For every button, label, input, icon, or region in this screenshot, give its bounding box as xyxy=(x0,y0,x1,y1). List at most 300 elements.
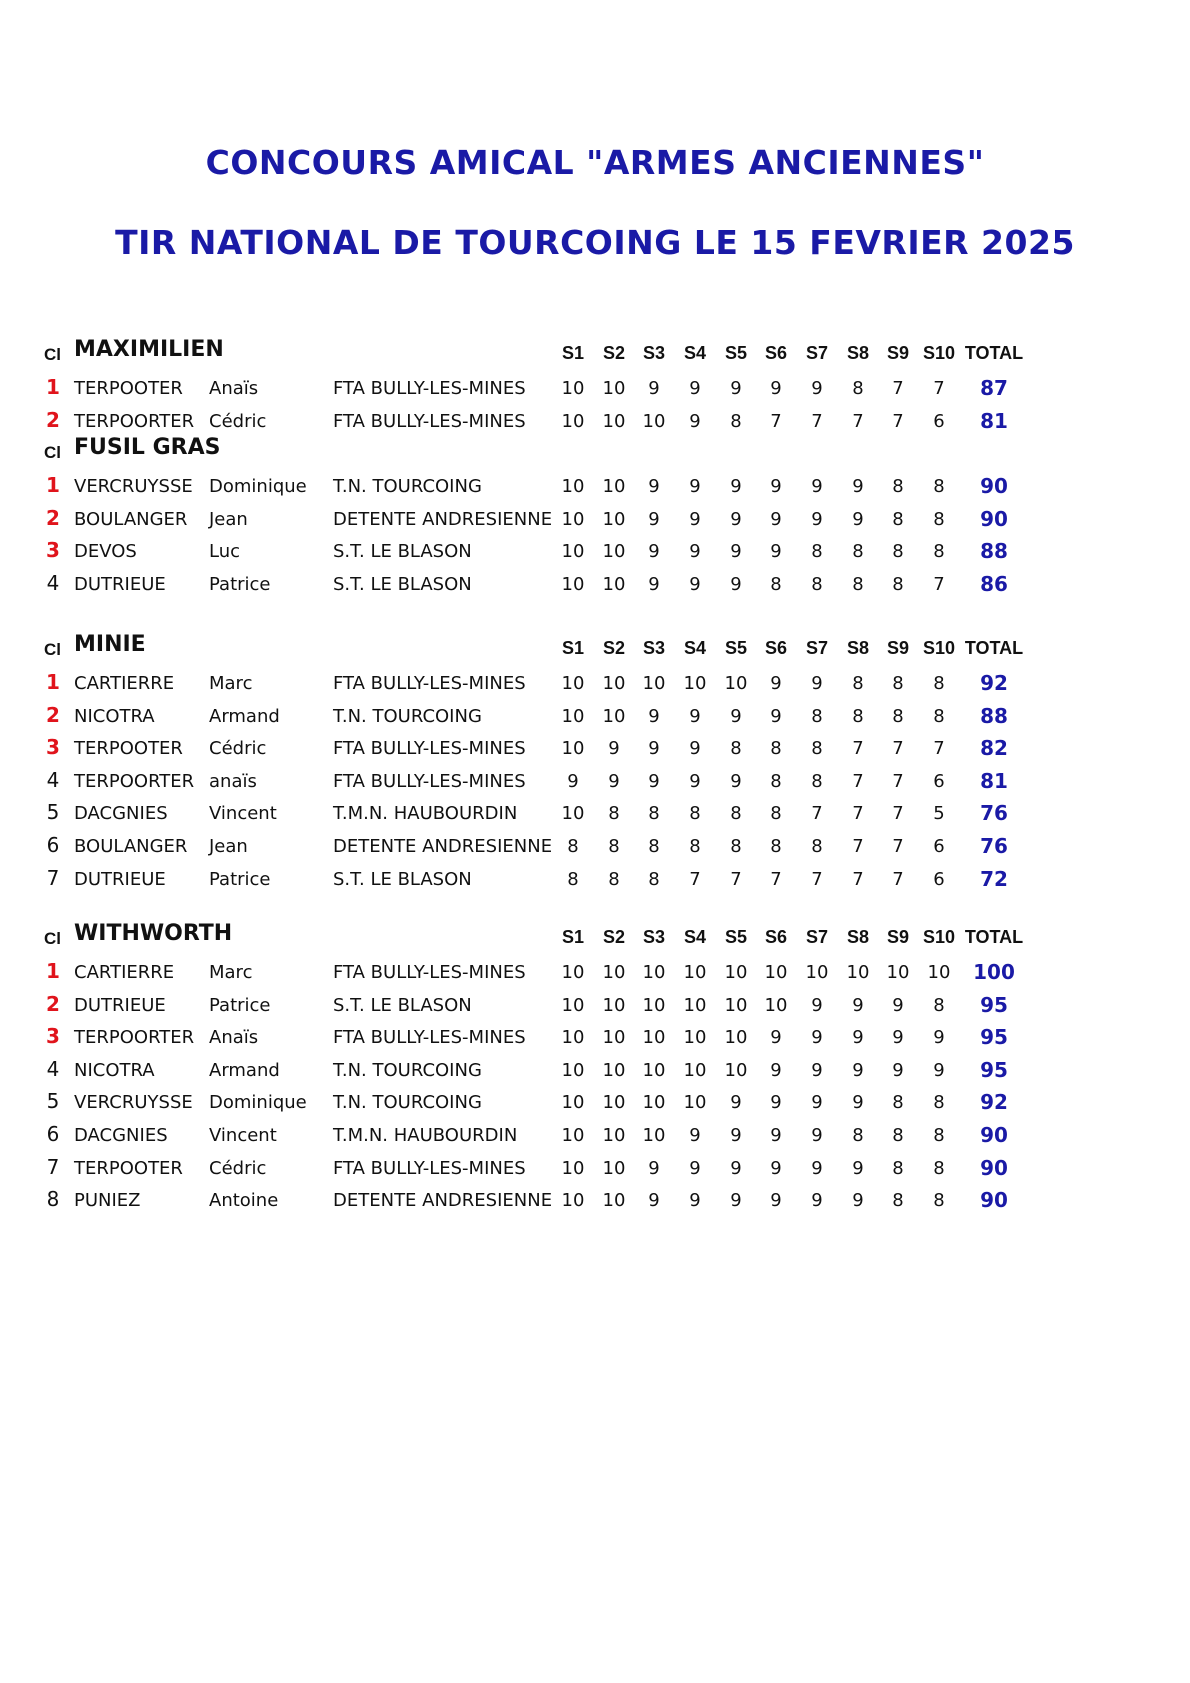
series-score: 9 xyxy=(608,738,620,760)
club-name: S.T. LE BLASON xyxy=(333,541,472,563)
rank: 2 xyxy=(46,991,60,1016)
first-name: Marc xyxy=(209,673,253,694)
series-score: 9 xyxy=(608,770,620,792)
column-header: S3 xyxy=(642,343,666,363)
series-score: 10 xyxy=(602,1190,626,1212)
total-score: 90 xyxy=(980,506,1008,531)
total-score: 76 xyxy=(980,833,1008,858)
series-score: 9 xyxy=(648,573,660,595)
series-score: 8 xyxy=(811,541,823,563)
club-name: T.N. TOURCOING xyxy=(333,705,482,727)
series-score: 9 xyxy=(689,508,701,530)
series-score: 10 xyxy=(805,962,829,983)
club-name: FTA BULLY-LES-MINES xyxy=(333,410,526,432)
total-score: 87 xyxy=(980,376,1008,400)
series-score: 8 xyxy=(892,673,904,694)
series-score: 9 xyxy=(811,673,823,694)
series-score: 9 xyxy=(811,1027,823,1049)
table-row xyxy=(44,373,1144,406)
series-score: 7 xyxy=(933,738,945,760)
series-score: 9 xyxy=(852,508,864,530)
series-score: 8 xyxy=(933,476,945,497)
series-score: 10 xyxy=(602,1157,626,1179)
rank: 8 xyxy=(46,1187,60,1212)
table-row xyxy=(44,1120,1144,1153)
series-score: 8 xyxy=(811,770,823,792)
rank: 2 xyxy=(46,505,60,530)
column-header: S4 xyxy=(683,927,707,947)
table-row xyxy=(44,668,1144,701)
series-score: 10 xyxy=(683,994,707,1016)
series-score: 8 xyxy=(852,673,864,694)
series-score: 9 xyxy=(770,541,782,563)
series-score: 10 xyxy=(561,962,585,983)
series-score: 10 xyxy=(561,1190,585,1212)
series-score: 9 xyxy=(770,476,782,497)
table-row xyxy=(44,1153,1144,1186)
series-score: 8 xyxy=(933,994,945,1016)
series-score: 10 xyxy=(642,1124,666,1146)
series-score: 10 xyxy=(724,962,748,983)
series-score: 9 xyxy=(730,1092,742,1114)
series-score: 10 xyxy=(683,1092,707,1114)
series-score: 10 xyxy=(642,994,666,1016)
series-score: 10 xyxy=(561,1124,585,1146)
series-score: 9 xyxy=(852,1027,864,1049)
total-score: 92 xyxy=(980,1090,1008,1115)
column-header: S2 xyxy=(602,638,626,658)
rank: 4 xyxy=(46,1056,60,1081)
series-score: 10 xyxy=(683,673,707,694)
series-score: 10 xyxy=(561,1059,585,1081)
series-score: 10 xyxy=(602,541,626,563)
club-name: DETENTE ANDRESIENNE xyxy=(333,1190,553,1212)
total-score: 90 xyxy=(980,1155,1008,1180)
first-name: Vincent xyxy=(209,803,277,825)
table-row xyxy=(44,471,1144,504)
document-subtitle: TIR NATIONAL DE TOURCOING LE 15 FEVRIER 2025 xyxy=(115,223,1075,262)
total-score: 95 xyxy=(980,992,1008,1017)
series-score: 9 xyxy=(933,1027,945,1049)
last-name: VERCRUYSSE xyxy=(74,1092,193,1114)
series-score: 9 xyxy=(730,508,742,530)
total-score: 82 xyxy=(980,736,1008,761)
column-header: S7 xyxy=(805,638,829,658)
series-score: 9 xyxy=(811,1157,823,1179)
series-score: 9 xyxy=(770,1027,782,1049)
first-name: Jean xyxy=(209,835,248,857)
series-score: 8 xyxy=(933,508,945,530)
series-score: 8 xyxy=(567,868,579,890)
series-score: 8 xyxy=(811,835,823,857)
rank: 6 xyxy=(46,832,60,857)
column-header: S6 xyxy=(764,927,788,947)
table-row xyxy=(44,1087,1144,1120)
series-score: 6 xyxy=(933,770,945,792)
rank: 1 xyxy=(46,473,60,497)
series-score: 8 xyxy=(770,738,782,760)
series-score: 8 xyxy=(811,705,823,727)
last-name: TERPOORTER xyxy=(74,410,195,432)
series-score: 10 xyxy=(561,738,585,760)
last-name: DEVOS xyxy=(74,541,137,563)
series-score: 10 xyxy=(683,1027,707,1049)
series-score: 7 xyxy=(933,573,945,595)
series-score: 7 xyxy=(892,835,904,857)
series-score: 10 xyxy=(561,673,585,694)
series-score: 7 xyxy=(892,803,904,825)
table-row xyxy=(44,701,1144,734)
series-score: 9 xyxy=(648,476,660,497)
first-name: Armand xyxy=(209,705,280,727)
series-score: 9 xyxy=(689,410,701,432)
series-score: 9 xyxy=(770,508,782,530)
series-score: 9 xyxy=(852,1157,864,1179)
last-name: DACGNIES xyxy=(74,803,168,825)
last-name: CARTIERRE xyxy=(74,962,175,983)
series-score: 10 xyxy=(561,994,585,1016)
column-header: S8 xyxy=(846,343,870,363)
rank: 3 xyxy=(46,538,60,563)
series-score: 10 xyxy=(602,1027,626,1049)
series-score: 9 xyxy=(730,378,742,399)
first-name: Dominique xyxy=(209,476,307,497)
series-score: 9 xyxy=(892,1027,904,1049)
category-header xyxy=(44,919,1144,957)
series-score: 9 xyxy=(689,770,701,792)
table-row xyxy=(44,1055,1144,1088)
series-score: 10 xyxy=(602,508,626,530)
series-score: 9 xyxy=(689,541,701,563)
category-section xyxy=(44,919,1144,1218)
rank: 6 xyxy=(46,1121,60,1146)
last-name: VERCRUYSSE xyxy=(74,476,193,497)
series-score: 9 xyxy=(852,476,864,497)
series-score: 8 xyxy=(770,770,782,792)
table-row xyxy=(44,798,1144,831)
series-score: 7 xyxy=(811,410,823,432)
club-name: FTA BULLY-LES-MINES xyxy=(333,378,526,399)
series-score: 8 xyxy=(933,1157,945,1179)
last-name: TERPOORTER xyxy=(74,770,195,792)
series-score: 9 xyxy=(852,1190,864,1212)
column-header: S2 xyxy=(602,343,626,363)
series-score: 10 xyxy=(602,1124,626,1146)
column-header: S1 xyxy=(561,343,585,363)
series-score: 10 xyxy=(602,1059,626,1081)
club-name: T.M.N. HAUBOURDIN xyxy=(333,803,518,825)
series-score: 10 xyxy=(561,541,585,563)
series-score: 8 xyxy=(608,868,620,890)
total-score: 90 xyxy=(980,1122,1008,1147)
first-name: Luc xyxy=(209,541,241,563)
series-score: 10 xyxy=(561,1027,585,1049)
rank: 2 xyxy=(46,407,60,432)
series-score: 10 xyxy=(561,803,585,825)
rank: 4 xyxy=(46,767,60,792)
series-score: 10 xyxy=(561,1157,585,1179)
first-name: anaïs xyxy=(209,770,257,792)
series-score: 8 xyxy=(933,1190,945,1212)
series-score: 9 xyxy=(689,1190,701,1212)
table-row xyxy=(44,766,1144,799)
column-header: S4 xyxy=(683,343,707,363)
club-name: FTA BULLY-LES-MINES xyxy=(333,1027,526,1049)
first-name: Cédric xyxy=(209,410,267,432)
category-section xyxy=(44,433,1144,601)
total-score: 100 xyxy=(973,960,1015,984)
first-name: Patrice xyxy=(209,573,271,595)
series-score: 10 xyxy=(886,962,910,983)
category-header xyxy=(44,433,1144,471)
series-score: 9 xyxy=(811,1092,823,1114)
series-score: 8 xyxy=(933,705,945,727)
column-header: S1 xyxy=(561,927,585,947)
column-header: S8 xyxy=(846,927,870,947)
series-score: 10 xyxy=(602,673,626,694)
series-score: 9 xyxy=(770,673,782,694)
series-score: 8 xyxy=(770,573,782,595)
table-row xyxy=(44,536,1144,569)
first-name: Vincent xyxy=(209,1124,277,1146)
series-score: 7 xyxy=(892,410,904,432)
rank: 2 xyxy=(46,702,60,727)
column-header: S3 xyxy=(642,638,666,658)
club-name: DETENTE ANDRESIENNE xyxy=(333,835,553,857)
series-score: 9 xyxy=(811,1190,823,1212)
series-score: 7 xyxy=(689,868,701,890)
series-score: 9 xyxy=(730,1124,742,1146)
column-header: S9 xyxy=(886,343,910,363)
series-score: 10 xyxy=(561,476,585,497)
series-score: 10 xyxy=(724,673,748,694)
column-header: S8 xyxy=(846,638,870,658)
series-score: 6 xyxy=(933,410,945,432)
series-score: 8 xyxy=(892,1157,904,1179)
category-header xyxy=(44,335,1144,373)
rank: 5 xyxy=(46,1089,60,1114)
club-name: S.T. LE BLASON xyxy=(333,573,472,595)
series-score: 9 xyxy=(852,994,864,1016)
series-score: 7 xyxy=(892,378,904,399)
series-score: 10 xyxy=(927,962,951,983)
series-score: 8 xyxy=(648,803,660,825)
series-score: 7 xyxy=(770,410,782,432)
class-label: Cl xyxy=(44,929,61,948)
series-score: 7 xyxy=(852,770,864,792)
column-header: S9 xyxy=(886,927,910,947)
series-score: 6 xyxy=(933,868,945,890)
first-name: Dominique xyxy=(209,1092,307,1114)
total-score: 81 xyxy=(980,768,1008,793)
club-name: S.T. LE BLASON xyxy=(333,868,472,890)
series-score: 6 xyxy=(933,835,945,857)
first-name: Anaïs xyxy=(209,378,259,399)
series-score: 10 xyxy=(561,378,585,399)
series-score: 9 xyxy=(648,1190,660,1212)
series-score: 9 xyxy=(648,508,660,530)
series-score: 9 xyxy=(689,1157,701,1179)
first-name: Cédric xyxy=(209,1157,267,1179)
series-score: 10 xyxy=(602,573,626,595)
last-name: TERPOOTER xyxy=(74,738,183,760)
series-score: 10 xyxy=(642,1059,666,1081)
club-name: FTA BULLY-LES-MINES xyxy=(333,770,526,792)
series-score: 9 xyxy=(770,1124,782,1146)
series-score: 8 xyxy=(770,835,782,857)
series-score: 8 xyxy=(689,803,701,825)
category-name: WITHWORTH xyxy=(74,921,233,946)
total-score: 90 xyxy=(980,474,1008,498)
series-score: 9 xyxy=(770,1059,782,1081)
column-header: S10 xyxy=(922,927,956,947)
table-row xyxy=(44,569,1144,602)
series-score: 10 xyxy=(764,962,788,983)
column-header: TOTAL xyxy=(964,343,1024,363)
last-name: CARTIERRE xyxy=(74,673,175,694)
series-score: 8 xyxy=(567,835,579,857)
last-name: NICOTRA xyxy=(74,1059,155,1081)
last-name: DUTRIEUE xyxy=(74,573,166,595)
rank: 1 xyxy=(46,959,60,983)
series-score: 10 xyxy=(642,1092,666,1114)
category-name: MINIE xyxy=(74,632,146,657)
series-score: 10 xyxy=(561,410,585,432)
series-score: 9 xyxy=(811,1059,823,1081)
club-name: T.N. TOURCOING xyxy=(333,1059,482,1081)
total-score: 88 xyxy=(980,539,1008,564)
series-score: 8 xyxy=(892,1092,904,1114)
table-row xyxy=(44,1185,1144,1218)
series-score: 8 xyxy=(852,541,864,563)
column-header: S10 xyxy=(922,343,956,363)
series-score: 9 xyxy=(852,1059,864,1081)
series-score: 8 xyxy=(852,705,864,727)
series-score: 8 xyxy=(648,868,660,890)
series-score: 7 xyxy=(852,835,864,857)
series-score: 9 xyxy=(689,705,701,727)
total-score: 95 xyxy=(980,1057,1008,1082)
series-score: 9 xyxy=(892,1059,904,1081)
total-score: 90 xyxy=(980,1188,1008,1213)
series-score: 10 xyxy=(602,476,626,497)
series-score: 7 xyxy=(852,868,864,890)
last-name: BOULANGER xyxy=(74,835,188,857)
series-score: 9 xyxy=(770,378,782,399)
column-header: S4 xyxy=(683,638,707,658)
rank: 5 xyxy=(46,800,60,825)
series-score: 9 xyxy=(770,705,782,727)
series-score: 10 xyxy=(602,705,626,727)
series-score: 7 xyxy=(811,868,823,890)
last-name: TERPOOTER xyxy=(74,1157,183,1179)
column-header: S7 xyxy=(805,343,829,363)
series-score: 10 xyxy=(724,994,748,1016)
series-score: 8 xyxy=(689,835,701,857)
club-name: T.M.N. HAUBOURDIN xyxy=(333,1124,518,1146)
series-score: 10 xyxy=(683,962,707,983)
first-name: Anaïs xyxy=(209,1027,259,1049)
column-header: TOTAL xyxy=(964,638,1024,658)
rank: 7 xyxy=(46,865,60,890)
last-name: BOULANGER xyxy=(74,508,188,530)
series-score: 8 xyxy=(933,1092,945,1114)
series-score: 10 xyxy=(602,378,626,399)
column-header: S1 xyxy=(561,638,585,658)
class-label: Cl xyxy=(44,443,61,462)
series-score: 9 xyxy=(689,378,701,399)
first-name: Jean xyxy=(209,508,248,530)
series-score: 9 xyxy=(852,1092,864,1114)
category-section xyxy=(44,630,1144,896)
series-score: 9 xyxy=(648,770,660,792)
rank: 4 xyxy=(46,570,60,595)
series-score: 9 xyxy=(730,476,742,497)
series-score: 8 xyxy=(892,541,904,563)
club-name: T.N. TOURCOING xyxy=(333,1092,482,1114)
series-score: 7 xyxy=(770,868,782,890)
series-score: 9 xyxy=(730,770,742,792)
last-name: TERPOORTER xyxy=(74,1027,195,1049)
series-score: 7 xyxy=(852,803,864,825)
series-score: 8 xyxy=(892,476,904,497)
total-score: 95 xyxy=(980,1025,1008,1050)
column-header: S6 xyxy=(764,343,788,363)
series-score: 8 xyxy=(852,378,864,399)
first-name: Marc xyxy=(209,962,253,983)
series-score: 9 xyxy=(770,1092,782,1114)
series-score: 8 xyxy=(892,1124,904,1146)
series-score: 9 xyxy=(730,573,742,595)
series-score: 9 xyxy=(811,476,823,497)
series-score: 10 xyxy=(846,962,870,983)
series-score: 9 xyxy=(689,738,701,760)
series-score: 10 xyxy=(642,1027,666,1049)
first-name: Patrice xyxy=(209,868,271,890)
series-score: 10 xyxy=(724,1027,748,1049)
series-score: 10 xyxy=(602,410,626,432)
table-row xyxy=(44,990,1144,1023)
series-score: 8 xyxy=(730,835,742,857)
column-header: S5 xyxy=(724,638,748,658)
last-name: TERPOOTER xyxy=(74,378,183,399)
series-score: 5 xyxy=(933,803,945,825)
series-score: 8 xyxy=(933,673,945,694)
series-score: 10 xyxy=(561,1092,585,1114)
series-score: 9 xyxy=(648,1157,660,1179)
club-name: T.N. TOURCOING xyxy=(333,476,482,497)
document-title: CONCOURS AMICAL "ARMES ANCIENNES" xyxy=(205,143,985,182)
series-score: 9 xyxy=(648,738,660,760)
series-score: 9 xyxy=(567,770,579,792)
series-score: 10 xyxy=(602,1092,626,1114)
rank: 1 xyxy=(46,375,60,399)
category-header xyxy=(44,630,1144,668)
series-score: 8 xyxy=(852,1124,864,1146)
column-header: S5 xyxy=(724,927,748,947)
category-section xyxy=(44,335,1144,438)
rank: 3 xyxy=(46,735,60,760)
total-score: 76 xyxy=(980,801,1008,826)
table-row xyxy=(44,957,1144,990)
column-header: S3 xyxy=(642,927,666,947)
series-score: 10 xyxy=(642,673,666,694)
series-score: 9 xyxy=(689,573,701,595)
series-score: 7 xyxy=(892,868,904,890)
rank: 1 xyxy=(46,670,60,694)
series-score: 7 xyxy=(852,410,864,432)
series-score: 10 xyxy=(642,410,666,432)
